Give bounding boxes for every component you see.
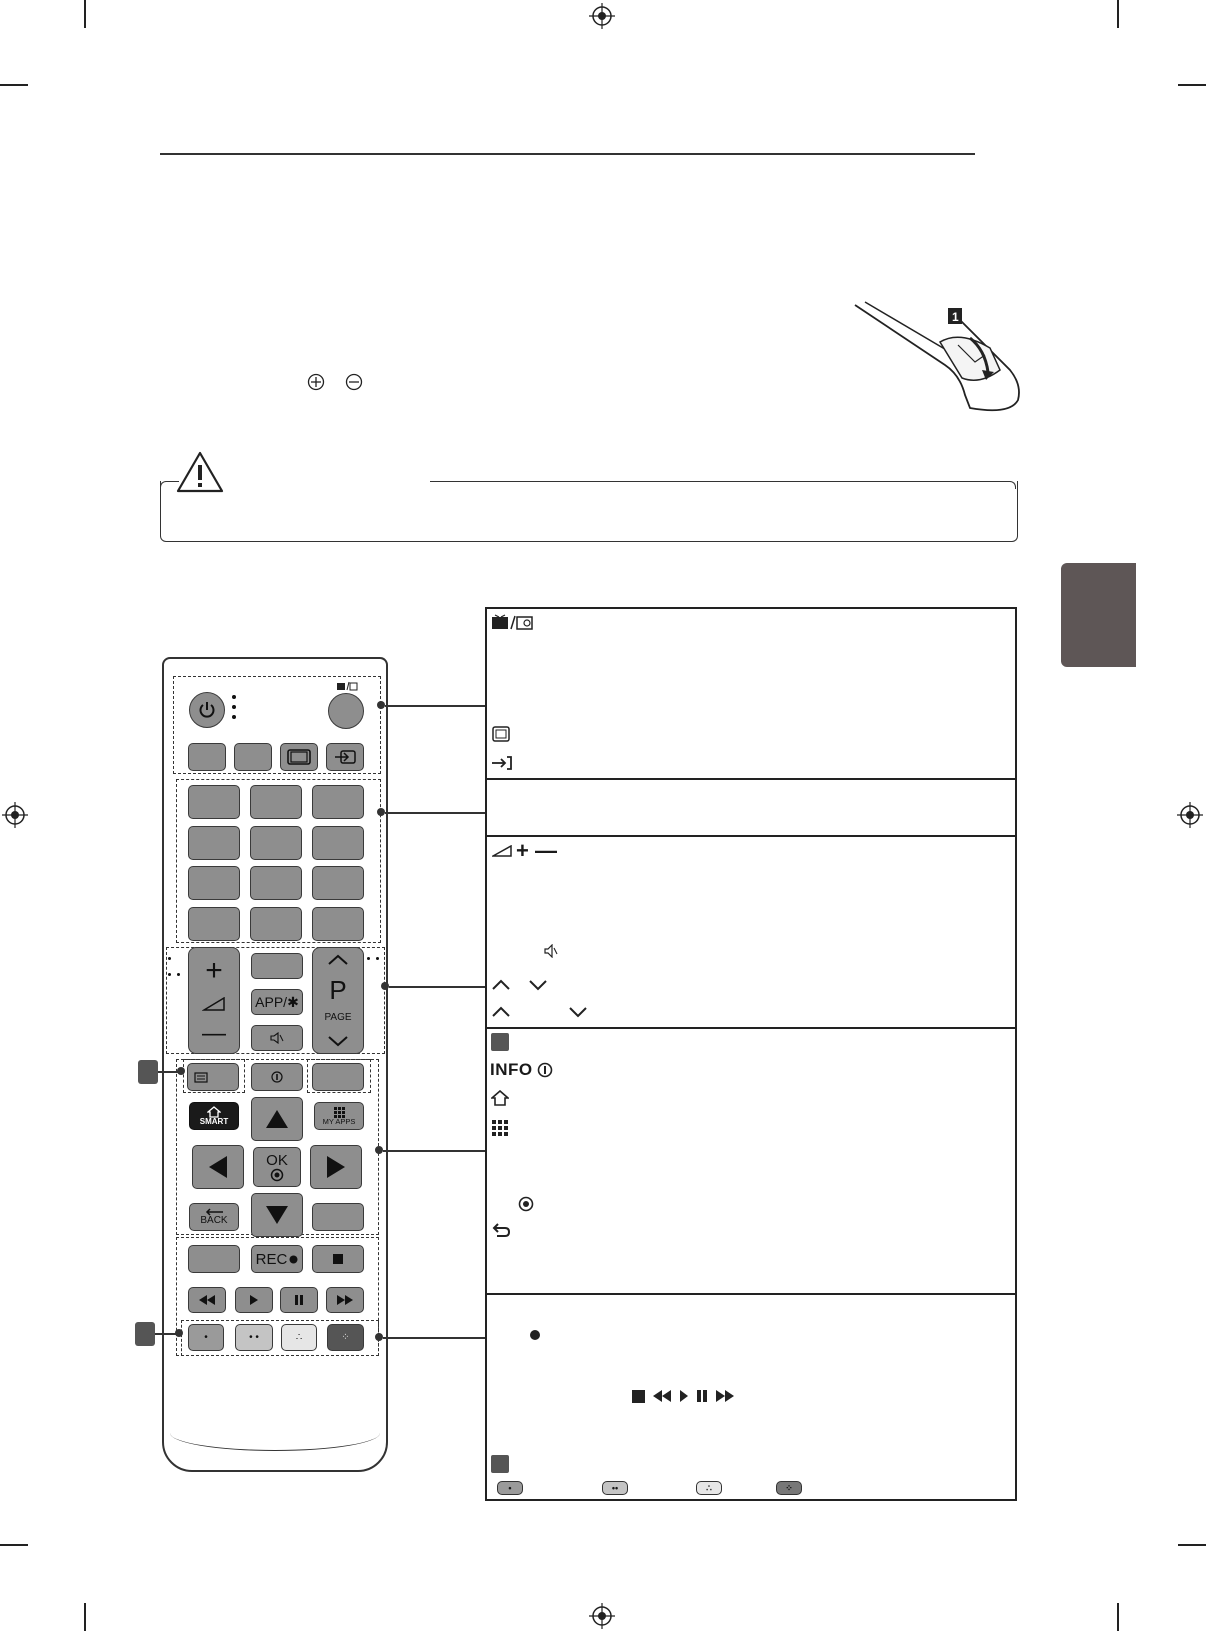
battery-plus-icon <box>307 373 325 391</box>
back-button[interactable] <box>189 1203 239 1231</box>
crop-mark <box>1117 1603 1119 1631</box>
apps-grid-icon <box>334 1107 345 1118</box>
arrow-right-icon <box>326 1155 346 1179</box>
crop-mark <box>0 1544 28 1546</box>
crop-mark <box>1117 0 1119 28</box>
number-key[interactable] <box>188 907 240 941</box>
pause-icon <box>696 1389 708 1403</box>
guide-button[interactable] <box>251 953 303 979</box>
number-key[interactable] <box>312 826 364 860</box>
nav-down-button[interactable] <box>251 1193 303 1237</box>
number-key[interactable] <box>188 785 240 819</box>
tv-radio-button[interactable] <box>328 693 364 729</box>
volume-row <box>492 840 557 862</box>
pause-icon <box>294 1294 304 1306</box>
marker-dot-1 <box>177 1067 185 1075</box>
marker-box-1 <box>138 1060 158 1084</box>
q-menu-button[interactable] <box>312 1063 364 1091</box>
number-key[interactable] <box>188 826 240 860</box>
volume-plus-minus-text: + — <box>516 838 557 863</box>
rewind-icon <box>652 1389 672 1403</box>
battery-minus-icon <box>345 373 363 391</box>
arrow-down-icon <box>265 1205 289 1225</box>
back-arrow-icon <box>491 1223 511 1239</box>
crop-mark <box>1178 1544 1206 1546</box>
rewind-button[interactable] <box>188 1287 226 1313</box>
pause-button[interactable] <box>280 1287 318 1313</box>
teletext-button[interactable] <box>187 1063 239 1091</box>
playback-icons-row <box>632 1388 735 1404</box>
section-marker-box-1 <box>491 1033 509 1051</box>
smart-label: SMART <box>199 1117 229 1126</box>
chevron-up-icon <box>491 1006 511 1018</box>
top-key-1[interactable] <box>188 743 226 771</box>
play-icon <box>249 1294 259 1306</box>
app-button-label: APP/✱ <box>255 993 299 1010</box>
apps-grid-icon <box>492 1120 508 1136</box>
input-icon <box>491 755 513 771</box>
caution-box-top-left <box>160 481 179 490</box>
volume-icon <box>202 997 226 1011</box>
home-icon <box>491 1090 509 1106</box>
ok-dot-icon <box>518 1196 534 1212</box>
crop-mark <box>84 1603 86 1631</box>
back-label: BACK <box>200 1215 228 1226</box>
green-key[interactable]: • • <box>235 1324 273 1351</box>
connector-line <box>389 986 486 988</box>
section-tab <box>1061 563 1136 667</box>
power-icon <box>198 701 216 719</box>
yellow-key-icon: ∴ <box>696 1481 722 1495</box>
registration-mark-icon <box>2 802 28 828</box>
crop-mark <box>0 84 28 86</box>
power-indicator-dots <box>230 695 240 725</box>
fast-forward-icon <box>336 1294 354 1306</box>
header-rule <box>160 153 975 155</box>
chevron-down-icon <box>528 979 548 991</box>
marker-box-2 <box>135 1322 155 1346</box>
crop-mark <box>1178 84 1206 86</box>
callout-divider <box>486 1027 1016 1029</box>
info-label: INFO <box>490 1060 533 1079</box>
stop-button[interactable] <box>312 1245 364 1273</box>
braille-dots-left <box>168 955 182 979</box>
blue-key[interactable]: ⁘ <box>327 1324 364 1351</box>
top-key-2[interactable] <box>234 743 272 771</box>
screen-button[interactable] <box>280 743 318 771</box>
number-key[interactable] <box>250 907 302 941</box>
remote-bottom-curve <box>170 1415 380 1451</box>
chevron-up-icon <box>491 979 511 991</box>
info-icon <box>271 1071 283 1083</box>
registration-mark-icon <box>589 3 615 29</box>
ok-dot-icon <box>270 1168 284 1182</box>
nav-up-button[interactable] <box>251 1097 303 1141</box>
caution-box <box>160 481 1018 542</box>
battery-cover-illustration <box>850 300 1025 420</box>
number-key[interactable] <box>312 785 364 819</box>
number-key[interactable] <box>312 907 364 941</box>
smart-home-button[interactable] <box>189 1102 239 1130</box>
input-icon <box>333 749 357 765</box>
exit-button[interactable] <box>312 1203 364 1231</box>
callout-divider <box>486 1293 1016 1295</box>
tv-radio-icon <box>491 614 533 630</box>
record-dot-icon <box>289 1255 298 1264</box>
play-button[interactable] <box>235 1287 273 1313</box>
connector-line <box>383 1337 486 1339</box>
teletext-icon <box>194 1072 208 1083</box>
play-icon <box>679 1389 689 1403</box>
blue-key-icon: ⁘ <box>776 1481 802 1495</box>
registration-mark-icon <box>589 1603 615 1629</box>
fast-forward-button[interactable] <box>326 1287 364 1313</box>
record-dot-icon <box>529 1329 541 1341</box>
my-apps-label: MY APPS <box>322 1116 356 1126</box>
number-key[interactable] <box>250 866 302 900</box>
connector-dot <box>381 982 389 990</box>
info-button[interactable] <box>251 1063 303 1091</box>
chevron-down-icon <box>327 1035 349 1047</box>
number-key[interactable] <box>250 826 302 860</box>
braille-dots-right <box>367 955 381 965</box>
rec-label: REC <box>255 1250 288 1268</box>
tv-radio-icon <box>336 681 358 691</box>
mute-icon <box>544 944 558 958</box>
program-rocker[interactable] <box>312 947 364 1054</box>
power-button[interactable] <box>189 692 225 728</box>
marker-dot-2 <box>175 1329 183 1337</box>
ok-button[interactable] <box>253 1147 301 1187</box>
connector-dot <box>377 701 385 709</box>
app-button[interactable] <box>251 989 303 1015</box>
number-key[interactable] <box>188 866 240 900</box>
playback-key[interactable] <box>188 1245 240 1273</box>
volume-icon <box>492 845 512 857</box>
nav-left-button[interactable] <box>192 1145 244 1189</box>
connector-dot <box>375 1146 383 1154</box>
mute-icon <box>270 1032 284 1044</box>
screen-icon <box>286 748 312 766</box>
rewind-icon <box>198 1294 216 1306</box>
program-p-label: P <box>329 974 347 1005</box>
caution-box-top-right <box>430 481 1016 489</box>
crop-mark <box>84 0 86 28</box>
chevron-up-icon <box>327 954 349 966</box>
red-key[interactable]: • <box>188 1324 224 1351</box>
mute-button[interactable] <box>251 1025 303 1051</box>
screen-icon <box>492 726 510 742</box>
stop-icon <box>333 1254 343 1264</box>
volume-plus-label: + <box>205 954 223 987</box>
number-key[interactable] <box>250 785 302 819</box>
volume-minus-label: — <box>202 1020 226 1047</box>
stop-icon <box>632 1390 645 1403</box>
page-label: PAGE <box>324 1012 352 1024</box>
rec-button[interactable] <box>251 1245 303 1273</box>
callout-box <box>485 607 1017 1501</box>
connector-line <box>385 812 486 814</box>
connector-line <box>383 1150 486 1152</box>
connector-dot <box>375 1333 383 1341</box>
chevron-down-icon <box>568 1006 588 1018</box>
arrow-left-icon <box>208 1155 228 1179</box>
number-key[interactable] <box>312 866 364 900</box>
my-apps-button[interactable] <box>314 1102 364 1130</box>
fast-forward-icon <box>715 1389 735 1403</box>
ok-label: OK <box>266 1151 288 1169</box>
input-button[interactable] <box>326 743 364 771</box>
info-row <box>490 1059 553 1081</box>
red-key-icon: • <box>497 1481 523 1495</box>
marker-connector-2 <box>155 1333 177 1335</box>
section-marker-box-2 <box>491 1455 509 1473</box>
green-key-icon: •• <box>602 1481 628 1495</box>
callout-divider <box>486 778 1016 780</box>
arrow-up-icon <box>265 1109 289 1129</box>
info-icon <box>537 1062 553 1078</box>
callout-divider <box>486 835 1016 837</box>
connector-dot <box>377 808 385 816</box>
registration-mark-icon <box>1177 802 1203 828</box>
nav-right-button[interactable] <box>310 1145 362 1189</box>
connector-line <box>385 705 486 707</box>
svg-text:1: 1 <box>952 310 959 324</box>
yellow-key[interactable]: ∴ <box>281 1324 317 1351</box>
volume-rocker[interactable] <box>188 947 240 1054</box>
